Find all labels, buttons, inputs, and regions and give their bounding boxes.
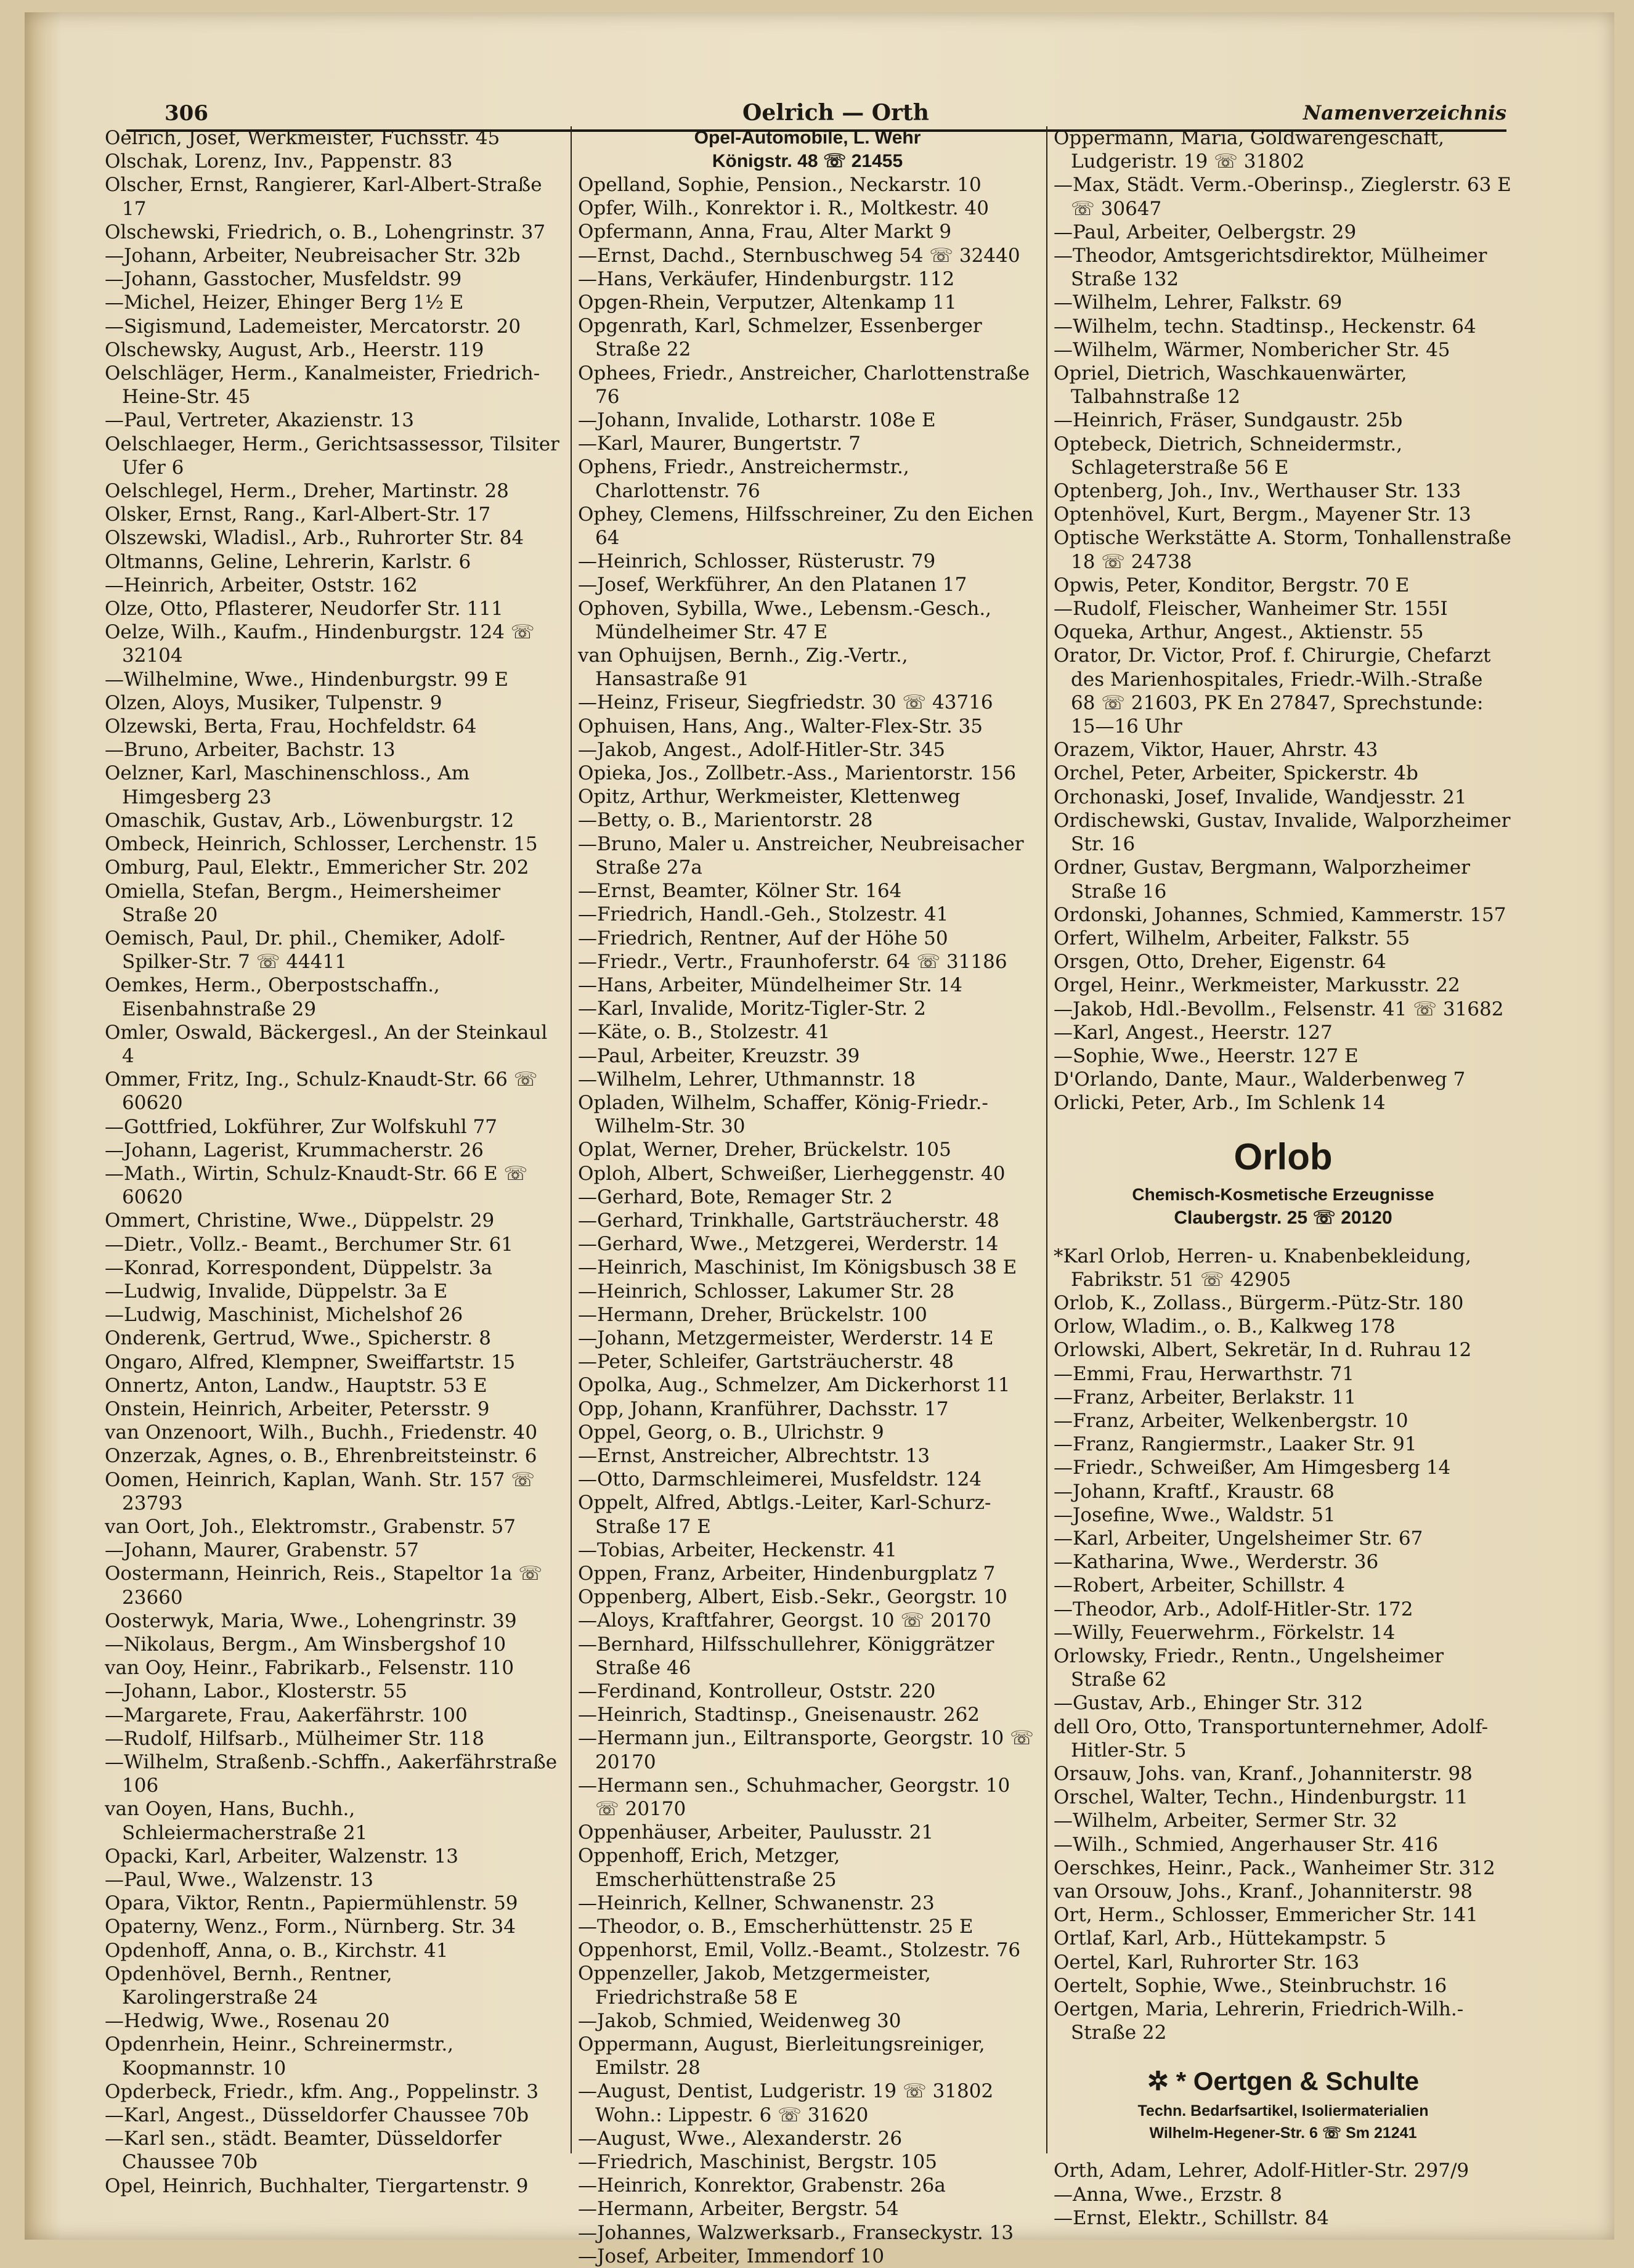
directory-entry: —Theodor, Amtsgerichtsdirektor, Mülheimer Straße 132 xyxy=(1054,245,1487,291)
directory-entry: Ophoven, Sybilla, Wwe., Lebensm.-Gesch., Mündelheimer Str. 47 E xyxy=(578,597,992,643)
directory-entry: Opacki, Karl, Arbeiter, Walzenstr. 13 xyxy=(105,1845,458,1868)
ad-firm-name: Orlob xyxy=(1234,1136,1333,1177)
directory-entry: —Gottfried, Lokführer, Zur Wolfskuhl 77 xyxy=(105,1115,497,1138)
directory-entry: —Ludwig, Invalide, Düppelstr. 3a E xyxy=(105,1280,448,1303)
directory-entry: —Gerhard, Wwe., Metzgerei, Werderstr. 14 xyxy=(578,1233,999,1256)
directory-entry: Olschewsky, August, Arb., Heerstr. 119 xyxy=(105,338,484,361)
directory-entry: —Sophie, Wwe., Heerstr. 127 E xyxy=(1054,1044,1359,1067)
entry-list xyxy=(578,173,1037,2268)
ad-subtitle: Chemisch-Kosmetische Erzeugnisse xyxy=(1132,1184,1434,1204)
directory-entry: —Heinz, Friseur, Siegfriedstr. 30 ☏ 43716 xyxy=(578,691,993,714)
directory-column-2 xyxy=(578,126,1037,2267)
directory-entry: Opolka, Aug., Schmelzer, Am Dickerhorst 11 xyxy=(578,1374,1010,1397)
directory-entry: —Hedwig, Wwe., Rosenau 20 xyxy=(105,2010,390,2033)
directory-entry: Orazem, Viktor, Hauer, Ahrstr. 43 xyxy=(1054,739,1378,762)
directory-entry: —Wilhelm, Arbeiter, Sermer Str. 32 xyxy=(1054,1810,1397,1832)
directory-entry: —Heinrich, Schlosser, Rüsterustr. 79 xyxy=(578,550,936,573)
directory-entry: —Ernst, Elektr., Schillstr. 84 xyxy=(1054,2206,1329,2229)
directory-entry: Omler, Oswald, Bäckergesl., An der Steinkaul 4 xyxy=(105,1021,548,1067)
directory-entry: —Ernst, Dachd., Sternbuschweg 54 ☏ 32440 xyxy=(578,244,1020,267)
directory-entry: Oertel, Karl, Ruhrorter Str. 163 xyxy=(1054,1951,1360,1973)
directory-entry: —Heinrich, Konrektor, Grabenstr. 26a xyxy=(578,2174,946,2197)
directory-entry: Ophees, Friedr., Anstreicher, Charlottenstraße 76 xyxy=(578,362,1030,408)
directory-entry: Opriel, Dietrich, Waschkauenwärter, Talbahnstraße 12 xyxy=(1054,362,1407,408)
directory-entry: —Betty, o. B., Marientorstr. 28 xyxy=(578,809,873,832)
directory-entry: —Sigismund, Lademeister, Mercatorstr. 20 xyxy=(105,315,521,338)
directory-entry: —Heinrich, Stadtinsp., Gneisenaustr. 262 xyxy=(578,1704,980,1726)
directory-entry: Orth, Adam, Lehrer, Adolf-Hitler-Str. 297/9 xyxy=(1054,2160,1469,2182)
directory-entry: —Johann, Maurer, Grabenstr. 57 xyxy=(105,1539,419,1562)
directory-entry: Orator, Dr. Victor, Prof. f. Chirurgie, Chefarzt des Marienhospitales, Friedr.-Wilh.-Straße 68 ☏ 21603, PK En 27847, Sprechstunde: 15—16 Uhr xyxy=(1054,644,1491,738)
directory-entry: van Ooyen, Hans, Buchh., Schleiermacherstraße 21 xyxy=(105,1798,368,1844)
directory-entry: —Otto, Darmschleimerei, Musfeldstr. 124 xyxy=(578,1468,982,1491)
directory-entry: Oploh, Albert, Schweißer, Lierheggenstr. 40 xyxy=(578,1162,1006,1185)
column-divider xyxy=(571,126,572,2153)
directory-entry: —Math., Wirtin, Schulz-Knaudt-Str. 66 E ☏ 60620 xyxy=(105,1162,528,1209)
directory-entry: Opfer, Wilh., Konrektor i. R., Moltkestr. 40 xyxy=(578,197,989,220)
directory-entry: —Franz, Arbeiter, Welkenbergstr. 10 xyxy=(1054,1409,1408,1432)
directory-entry: —Hans, Verkäufer, Hindenburgstr. 112 xyxy=(578,267,955,290)
directory-entry: —Max, Städt. Verm.-Oberinsp., Zieglerstr. 63 E ☏ 30647 xyxy=(1054,174,1511,220)
entry-list xyxy=(1054,2159,1513,2230)
directory-entry: —Wilhelm, Wärmer, Nombericher Str. 45 xyxy=(1054,338,1450,361)
directory-entry: —Wilhelm, Straßenb.-Schffn., Aakerfährstraße 106 xyxy=(105,1751,558,1797)
directory-entry: Optebeck, Dietrich, Schneidermstr., Schlageterstraße 56 E xyxy=(1054,433,1403,479)
directory-entry: —Johann, Arbeiter, Neubreisacher Str. 32b xyxy=(105,245,521,267)
directory-entry: —Wilh., Schmied, Angerhauser Str. 416 xyxy=(1054,1833,1439,1856)
directory-entry: Opladen, Wilhelm, Schaffer, König-Friedr.-Wilhelm-Str. 30 xyxy=(578,1091,988,1138)
directory-entry: —Friedrich, Rentner, Auf der Höhe 50 xyxy=(578,927,948,949)
directory-entry: —Tobias, Arbeiter, Heckenstr. 41 xyxy=(578,1538,897,1561)
directory-entry: Oplat, Werner, Dreher, Brückelstr. 105 xyxy=(578,1139,951,1161)
ad-address-phone: Claubergstr. 25 ☏ 20120 xyxy=(1174,1207,1392,1228)
directory-entry: Oelze, Wilh., Kaufm., Hindenburgstr. 124 ☏ 32104 xyxy=(105,621,535,667)
directory-entry: —Willy, Feuerwehrm., Förkelstr. 14 xyxy=(1054,1621,1396,1644)
directory-entry: Orlow, Wladim., o. B., Kalkweg 178 xyxy=(1054,1315,1396,1338)
directory-entry: —Johann, Invalide, Lotharstr. 108e E xyxy=(578,409,936,432)
directory-entry: —Bruno, Arbeiter, Bachstr. 13 xyxy=(105,739,396,762)
directory-entry: Orlicki, Peter, Arb., Im Schlenk 14 xyxy=(1054,1092,1386,1115)
directory-entry: Opitz, Arthur, Werkmeister, Klettenweg xyxy=(578,786,961,808)
entry-list xyxy=(105,126,564,2198)
directory-entry: Ommer, Fritz, Ing., Schulz-Knaudt-Str. 66 ☏ 60620 xyxy=(105,1068,538,1115)
directory-entry: —Karl, Angest., Heerstr. 127 xyxy=(1054,1021,1333,1044)
directory-entry: —Josef, Arbeiter, Immendorf 10 xyxy=(578,2245,885,2267)
directory-entry: —August, Wwe., Alexanderstr. 26 xyxy=(578,2127,903,2150)
directory-entry: van Ooy, Heinr., Fabrikarb., Felsenstr. 110 xyxy=(105,1657,514,1680)
running-head: Oelrich — Orth xyxy=(742,100,929,126)
directory-entry: Onzerzak, Agnes, o. B., Ehrenbreitsteinstr. 6 xyxy=(105,1445,537,1468)
directory-entry: —Hermann jun., Eiltransporte, Georgstr. 10 ☏ 20170 xyxy=(578,1727,1034,1773)
directory-entry: —Konrad, Korrespondent, Düppelstr. 3a xyxy=(105,1256,492,1279)
directory-entry: Ommert, Christine, Wwe., Düppelstr. 29 xyxy=(105,1209,495,1232)
directory-entry: —Emmi, Frau, Herwarthstr. 71 xyxy=(1054,1362,1354,1385)
directory-entry: Oqueka, Arthur, Angest., Aktienstr. 55 xyxy=(1054,621,1424,644)
directory-entry: Oertgen, Maria, Lehrerin, Friedrich-Wilh.-Straße 22 xyxy=(1054,1998,1464,2044)
directory-entry: Oomen, Heinrich, Kaplan, Wanh. Str. 157 ☏ 23793 xyxy=(105,1468,535,1514)
directory-entry: —Wilhelm, Lehrer, Falkstr. 69 xyxy=(1054,291,1343,314)
directory-entry: Orgel, Heinr., Werkmeister, Markusstr. 22 xyxy=(1054,974,1460,997)
directory-entry: —Jakob, Hdl.-Bevollm., Felsenstr. 41 ☏ 31682 xyxy=(1054,998,1504,1020)
directory-entry: —Heinrich, Kellner, Schwanenstr. 23 xyxy=(578,1892,935,1914)
directory-entry: —Michel, Heizer, Ehinger Berg 1½ E xyxy=(105,291,464,314)
column-divider xyxy=(1046,126,1047,2153)
directory-entry: Omaschik, Gustav, Arb., Löwenburgstr. 12 xyxy=(105,809,514,832)
directory-entry: —Anna, Wwe., Erzstr. 8 xyxy=(1054,2183,1282,2206)
directory-entry: —Peter, Schleifer, Gartsträucherstr. 48 xyxy=(578,1351,954,1373)
ad-firm-name: Opel-Automobile, L. Wehr xyxy=(694,128,921,148)
directory-entry: —Josefine, Wwe., Waldstr. 51 xyxy=(1054,1503,1336,1526)
directory-entry: —Paul, Arbeiter, Kreuzstr. 39 xyxy=(578,1044,860,1067)
directory-entry: —Johann, Gasstocher, Musfeldstr. 99 xyxy=(105,268,462,291)
directory-entry: Ophuisen, Hans, Ang., Walter-Flex-Str. 35 xyxy=(578,715,983,738)
directory-entry: —Rudolf, Hilfsarb., Mülheimer Str. 118 xyxy=(105,1727,485,1750)
directory-entry: Orfert, Wilhelm, Arbeiter, Falkstr. 55 xyxy=(1054,927,1410,949)
directory-entry: Opel, Heinrich, Buchhalter, Tiergartenstr. 9 xyxy=(105,2174,529,2197)
ad-subtitle: Techn. Bedarfsartikel, Isoliermaterialien xyxy=(1137,2102,1429,2120)
directory-entry: —Franz, Rangiermstr., Laaker Str. 91 xyxy=(1054,1433,1417,1456)
directory-entry: Ophey, Clemens, Hilfsschreiner, Zu den Eichen 64 xyxy=(578,503,1034,550)
directory-entry: Oertelt, Sophie, Wwe., Steinbruchstr. 16 xyxy=(1054,1974,1447,1997)
directory-entry: dell Oro, Otto, Transportunternehmer, Adolf-Hitler-Str. 5 xyxy=(1054,1715,1489,1762)
directory-entry: —Friedr., Schweißer, Am Himgesberg 14 xyxy=(1054,1457,1451,1479)
directory-entry: —Hermann, Arbeiter, Bergstr. 54 xyxy=(578,2198,899,2221)
directory-entry: Opwis, Peter, Konditor, Bergstr. 70 E xyxy=(1054,574,1410,596)
directory-entry: Orsauw, Johs. van, Kranf., Johanniterstr. 98 xyxy=(1054,1763,1473,1785)
directory-entry: Oppen, Franz, Arbeiter, Hindenburgplatz 7 xyxy=(578,1562,996,1585)
entry-list xyxy=(1054,1245,1513,2045)
directory-entry: —Karl sen., städt. Beamter, Düsseldorfer Chaussee 70b xyxy=(105,2128,502,2174)
directory-column-1 xyxy=(105,126,564,2197)
directory-entry: Ortlaf, Karl, Arb., Hüttekampstr. 5 xyxy=(1054,1927,1386,1950)
entry-list xyxy=(1054,126,1513,1115)
directory-entry: Ophens, Friedr., Anstreichermstr., Charlottenstr. 76 xyxy=(578,456,909,502)
directory-entry: —Johann, Lagerist, Krummacherstr. 26 xyxy=(105,1139,484,1161)
directory-entry: Opgenrath, Karl, Schmelzer, Essenberger Straße 22 xyxy=(578,315,982,361)
directory-entry: —Josef, Werkführer, An den Platanen 17 xyxy=(578,574,967,596)
directory-entry: Orchel, Peter, Arbeiter, Spickerstr. 4b xyxy=(1054,762,1418,785)
directory-entry: Opaterny, Wenz., Form., Nürnberg. Str. 34 xyxy=(105,1916,516,1938)
directory-entry: Ordischewski, Gustav, Invalide, Walporzheimer Str. 16 xyxy=(1054,809,1511,856)
directory-entry: —Gustav, Arb., Ehinger Str. 312 xyxy=(1054,1692,1364,1715)
directory-entry: Oppel, Georg, o. B., Ulrichstr. 9 xyxy=(578,1421,884,1444)
directory-entry: —Ferdinand, Kontrolleur, Oststr. 220 xyxy=(578,1680,936,1702)
directory-entry: —Wilhelm, techn. Stadtinsp., Heckenstr. 64 xyxy=(1054,315,1476,338)
directory-entry: —Käte, o. B., Stolzestr. 41 xyxy=(578,1021,831,1044)
directory-entry: *Karl Orlob, Herren- u. Knabenbekleidung, Fabrikstr. 51 ☏ 42905 xyxy=(1054,1245,1471,1291)
directory-entry: —August, Dentist, Ludgeristr. 19 ☏ 31802 Wohn.: Lippestr. 6 ☏ 31620 xyxy=(578,2080,994,2126)
directory-entry: Oppenhorst, Emil, Vollz.-Beamt., Stolzestr. 76 xyxy=(578,1939,1021,1962)
directory-entry: Opp, Johann, Kranführer, Dachsstr. 17 xyxy=(578,1397,949,1420)
ad-firm-name: ✲ * Oertgen & Schulte xyxy=(1147,2067,1420,2096)
directory-entry: Ordonski, Johannes, Schmied, Kammerstr. 157 xyxy=(1054,903,1506,926)
directory-entry: Oelzner, Karl, Maschinenschloss., Am Himgesberg 23 xyxy=(105,762,470,808)
oertgen-advertisement xyxy=(1054,2063,1513,2144)
directory-entry: Opdenrhein, Heinr., Schreinermstr., Koopmannstr. 10 xyxy=(105,2033,454,2079)
directory-entry: —Bernhard, Hilfsschullehrer, Königgrätzer Straße 46 xyxy=(578,1633,994,1679)
directory-entry: —Bruno, Maler u. Anstreicher, Neubreisacher Straße 27a xyxy=(578,832,1024,879)
directory-entry: Oppenhäuser, Arbeiter, Paulusstr. 21 xyxy=(578,1821,934,1844)
directory-entry: Opdenhövel, Bernh., Rentner, Karolingerstraße 24 xyxy=(105,1962,392,2009)
directory-entry: Onderenk, Gertrud, Wwe., Spicherstr. 8 xyxy=(105,1327,491,1350)
directory-entry: —Theodor, o. B., Emscherhüttenstr. 25 E xyxy=(578,1916,973,1938)
directory-entry: —Friedr., Vertr., Fraunhoferstr. 64 ☏ 31186 xyxy=(578,950,1007,973)
directory-entry: Orchonaski, Josef, Invalide, Wandjesstr. 21 xyxy=(1054,786,1467,808)
directory-entry: Opelland, Sophie, Pension., Neckarstr. 10 xyxy=(578,174,982,196)
directory-entry: Olszewski, Wladisl., Arb., Ruhrorter Str. 84 xyxy=(105,527,524,550)
directory-entry: —Johann, Labor., Klosterstr. 55 xyxy=(105,1680,407,1703)
directory-entry: Omiella, Stefan, Bergm., Heimersheimer Straße 20 xyxy=(105,880,501,926)
directory-entry: Ordner, Gustav, Bergmann, Walporzheimer Straße 16 xyxy=(1054,856,1470,903)
directory-entry: Oppelt, Alfred, Abtlgs.-Leiter, Karl-Schurz-Straße 17 E xyxy=(578,1492,991,1538)
directory-entry: —Ludwig, Maschinist, Michelshof 26 xyxy=(105,1304,463,1327)
directory-entry: —Gerhard, Bote, Remager Str. 2 xyxy=(578,1185,893,1208)
directory-entry: —Jakob, Schmied, Weidenweg 30 xyxy=(578,2009,901,2032)
directory-entry: Omburg, Paul, Elektr., Emmericher Str. 202 xyxy=(105,856,529,879)
directory-entry: —Friedrich, Maschinist, Bergstr. 105 xyxy=(578,2151,937,2174)
directory-entry: —Jakob, Angest., Adolf-Hitler-Str. 345 xyxy=(578,738,945,761)
directory-entry: —Karl, Arbeiter, Ungelsheimer Str. 67 xyxy=(1054,1527,1423,1550)
directory-entry: —Nikolaus, Bergm., Am Winsbergshof 10 xyxy=(105,1633,506,1656)
directory-entry: Oelschlaeger, Herm., Gerichtsassessor, Tilsiter Ufer 6 xyxy=(105,433,559,479)
directory-entry: —Dietr., Vollz.- Beamt., Berchumer Str. 61 xyxy=(105,1233,514,1256)
directory-entry: Oppermann, August, Bierleitungsreiniger, Emilstr. 28 xyxy=(578,2033,985,2079)
directory-entry: —Wilhelmine, Wwe., Hindenburgstr. 99 E xyxy=(105,668,508,691)
directory-entry: —Gerhard, Trinkhalle, Gartsträucherstr. 48 xyxy=(578,1209,999,1232)
directory-entry: —Ernst, Anstreicher, Albrechtstr. 13 xyxy=(578,1444,930,1467)
directory-entry: Opderbeck, Friedr., kfm. Ang., Poppelinstr. 3 xyxy=(105,2080,539,2103)
directory-entry: Ort, Herm., Schlosser, Emmericher Str. 141 xyxy=(1054,1904,1478,1927)
directory-entry: —Paul, Vertreter, Akazienstr. 13 xyxy=(105,409,414,432)
directory-entry: —Hermann, Dreher, Brückelstr. 100 xyxy=(578,1303,927,1326)
directory-column-3 xyxy=(1054,126,1513,2229)
directory-entry: —Friedrich, Handl.-Geh., Stolzestr. 41 xyxy=(578,903,949,926)
directory-entry: Optische Werkstätte A. Storm, Tonhallenstraße 18 ☏ 24738 xyxy=(1054,527,1511,573)
directory-entry: —Ernst, Beamter, Kölner Str. 164 xyxy=(578,880,902,903)
directory-entry: —Johannes, Walzwerksarb., Franseckystr. 13 xyxy=(578,2221,1014,2244)
directory-entry: —Franz, Arbeiter, Berlakstr. 11 xyxy=(1054,1386,1357,1408)
directory-entry: —Paul, Wwe., Walzenstr. 13 xyxy=(105,1869,373,1892)
directory-entry: Oppenberg, Albert, Eisb.-Sekr., Georgstr. 10 xyxy=(578,1586,1007,1609)
directory-entry: Ombeck, Heinrich, Schlosser, Lerchenstr. 15 xyxy=(105,833,538,856)
directory-entry: Onstein, Heinrich, Arbeiter, Petersstr. 9 xyxy=(105,1397,490,1420)
directory-entry: —Karl, Angest., Düsseldorfer Chaussee 70b xyxy=(105,2104,529,2127)
directory-entry: Oemisch, Paul, Dr. phil., Chemiker, Adolf-Spilker-Str. 7 ☏ 44411 xyxy=(105,927,505,973)
directory-entry: D'Orlando, Dante, Maur., Walderbenweg 7 xyxy=(1054,1068,1466,1091)
directory-entry: Oltmanns, Geline, Lehrerin, Karlstr. 6 xyxy=(105,550,471,573)
directory-entry: —Hans, Arbeiter, Mündelheimer Str. 14 xyxy=(578,973,963,996)
opel-advertisement xyxy=(578,126,1037,173)
directory-entry: Onnertz, Anton, Landw., Hauptstr. 53 E xyxy=(105,1374,487,1397)
directory-entry: —Heinrich, Maschinist, Im Königsbusch 38 E xyxy=(578,1256,1017,1279)
directory-entry: Oppermann, Maria, Goldwarengeschäft, Ludgeristr. 19 ☏ 31802 xyxy=(1054,127,1444,173)
directory-entry: —Paul, Arbeiter, Oelbergstr. 29 xyxy=(1054,221,1357,243)
directory-entry: Olsker, Ernst, Rang., Karl-Albert-Str. 17 xyxy=(105,503,491,526)
directory-entry: van Onzenoort, Wilh., Buchh., Friedenstr. 40 xyxy=(105,1421,538,1444)
directory-entry: Oerschkes, Heinr., Pack., Wanheimer Str. 312 xyxy=(1054,1856,1495,1879)
directory-entry: —Hermann sen., Schuhmacher, Georgstr. 10 ☏ 20170 xyxy=(578,1774,1010,1821)
directory-entry: —Margarete, Frau, Aakerfährstr. 100 xyxy=(105,1704,468,1726)
directory-entry: van Oort, Joh., Elektromstr., Grabenstr. 57 xyxy=(105,1515,516,1538)
directory-entry: Opgen-Rhein, Verputzer, Altenkamp 11 xyxy=(578,291,957,314)
directory-entry: —Katharina, Wwe., Werderstr. 36 xyxy=(1054,1551,1379,1574)
directory-entry: —Wilhelm, Lehrer, Uthmannstr. 18 xyxy=(578,1068,916,1091)
directory-entry: —Heinrich, Schlosser, Lakumer Str. 28 xyxy=(578,1280,954,1303)
orlob-advertisement xyxy=(1054,1131,1513,1230)
directory-entry: Oelschlegel, Herm., Dreher, Martinstr. 28 xyxy=(105,480,509,503)
directory-entry: Oppenhoff, Erich, Metzger, Emscherhüttenstraße 25 xyxy=(578,1845,840,1891)
section-title: Namenverzeichnis xyxy=(1303,101,1506,124)
directory-entry: Opieka, Jos., Zollbetr.-Ass., Marientorstr. 156 xyxy=(578,762,1017,785)
directory-entry: Olschak, Lorenz, Inv., Pappenstr. 83 xyxy=(105,150,453,173)
directory-entry: —Aloys, Kraftfahrer, Georgst. 10 ☏ 20170 xyxy=(578,1609,991,1632)
directory-entry: Opdenhoff, Anna, o. B., Kirchstr. 41 xyxy=(105,1939,449,1962)
directory-entry: Oostermann, Heinrich, Reis., Stapeltor 1a ☏ 23660 xyxy=(105,1563,543,1609)
directory-entry: Ongaro, Alfred, Klempner, Sweiffartstr. 15 xyxy=(105,1351,516,1373)
directory-entry: —Johann, Metzgermeister, Werderstr. 14 E xyxy=(578,1327,994,1349)
directory-entry: Olze, Otto, Pflasterer, Neudorfer Str. 111 xyxy=(105,598,503,620)
directory-entry: —Johann, Kraftf., Kraustr. 68 xyxy=(1054,1480,1335,1503)
directory-entry: Orschel, Walter, Techn., Hindenburgstr. 11 xyxy=(1054,1786,1468,1809)
directory-entry: Optenberg, Joh., Inv., Werthauser Str. 133 xyxy=(1054,480,1461,503)
directory-entry: Oelrich, Josef, Werkmeister, Fuchsstr. 45 xyxy=(105,127,500,149)
directory-entry: Oosterwyk, Maria, Wwe., Lohengrinstr. 39 xyxy=(105,1609,517,1632)
directory-entry: Olschewski, Friedrich, o. B., Lohengrinstr. 37 xyxy=(105,221,546,243)
directory-entry: Orlob, K., Zollass., Bürgerm.-Pütz-Str. 180 xyxy=(1054,1291,1464,1314)
directory-entry: Orlowsky, Friedr., Rentn., Ungelsheimer Straße 62 xyxy=(1054,1644,1444,1691)
directory-entry: Oppenzeller, Jakob, Metzgermeister, Friedrichstraße 58 E xyxy=(578,1962,931,2009)
directory-entry: —Robert, Arbeiter, Schillstr. 4 xyxy=(1054,1574,1345,1597)
directory-entry: —Karl, Invalide, Moritz-Tigler-Str. 2 xyxy=(578,998,926,1020)
directory-entry: Optenhövel, Kurt, Bergm., Mayener Str. 13 xyxy=(1054,503,1471,526)
directory-entry: Olzewski, Berta, Frau, Hochfeldstr. 64 xyxy=(105,715,477,738)
directory-entry: Olscher, Ernst, Rangierer, Karl-Albert-Straße 17 xyxy=(105,174,542,220)
directory-entry: Opara, Viktor, Rentn., Papiermühlenstr. 59 xyxy=(105,1892,518,1915)
directory-entry: Oemkes, Herm., Oberpostschaffn., Eisenbahnstraße 29 xyxy=(105,974,440,1020)
directory-entry: Olzen, Aloys, Musiker, Tulpenstr. 9 xyxy=(105,691,442,714)
directory-entry: —Theodor, Arb., Adolf-Hitler-Str. 172 xyxy=(1054,1598,1413,1620)
directory-entry: Oelschläger, Herm., Kanalmeister, Friedrich-Heine-Str. 45 xyxy=(105,362,540,408)
directory-entry: —Heinrich, Fräser, Sundgaustr. 25b xyxy=(1054,409,1403,432)
directory-entry: —Heinrich, Arbeiter, Oststr. 162 xyxy=(105,574,418,596)
directory-entry: —Karl, Maurer, Bungertstr. 7 xyxy=(578,433,861,455)
directory-entry: van Ophuijsen, Bernh., Zig.-Vertr., Hansastraße 91 xyxy=(578,644,908,691)
directory-entry: —Rudolf, Fleischer, Wanheimer Str. 155I xyxy=(1054,598,1448,620)
ad-address-phone: Königstr. 48 ☏ 21455 xyxy=(712,151,903,171)
directory-entry: van Orsouw, Johs., Kranf., Johanniterstr. 98 xyxy=(1054,1880,1473,1903)
directory-entry: Opfermann, Anna, Frau, Alter Markt 9 xyxy=(578,221,952,243)
page-number: 306 xyxy=(165,101,208,126)
directory-entry: Orsgen, Otto, Dreher, Eigenstr. 64 xyxy=(1054,951,1386,973)
directory-entry: Orlowski, Albert, Sekretär, In d. Ruhrau 12 xyxy=(1054,1339,1472,1362)
ad-address-phone: Wilhelm-Hegener-Str. 6 ☏ Sm 21241 xyxy=(1149,2124,1417,2142)
